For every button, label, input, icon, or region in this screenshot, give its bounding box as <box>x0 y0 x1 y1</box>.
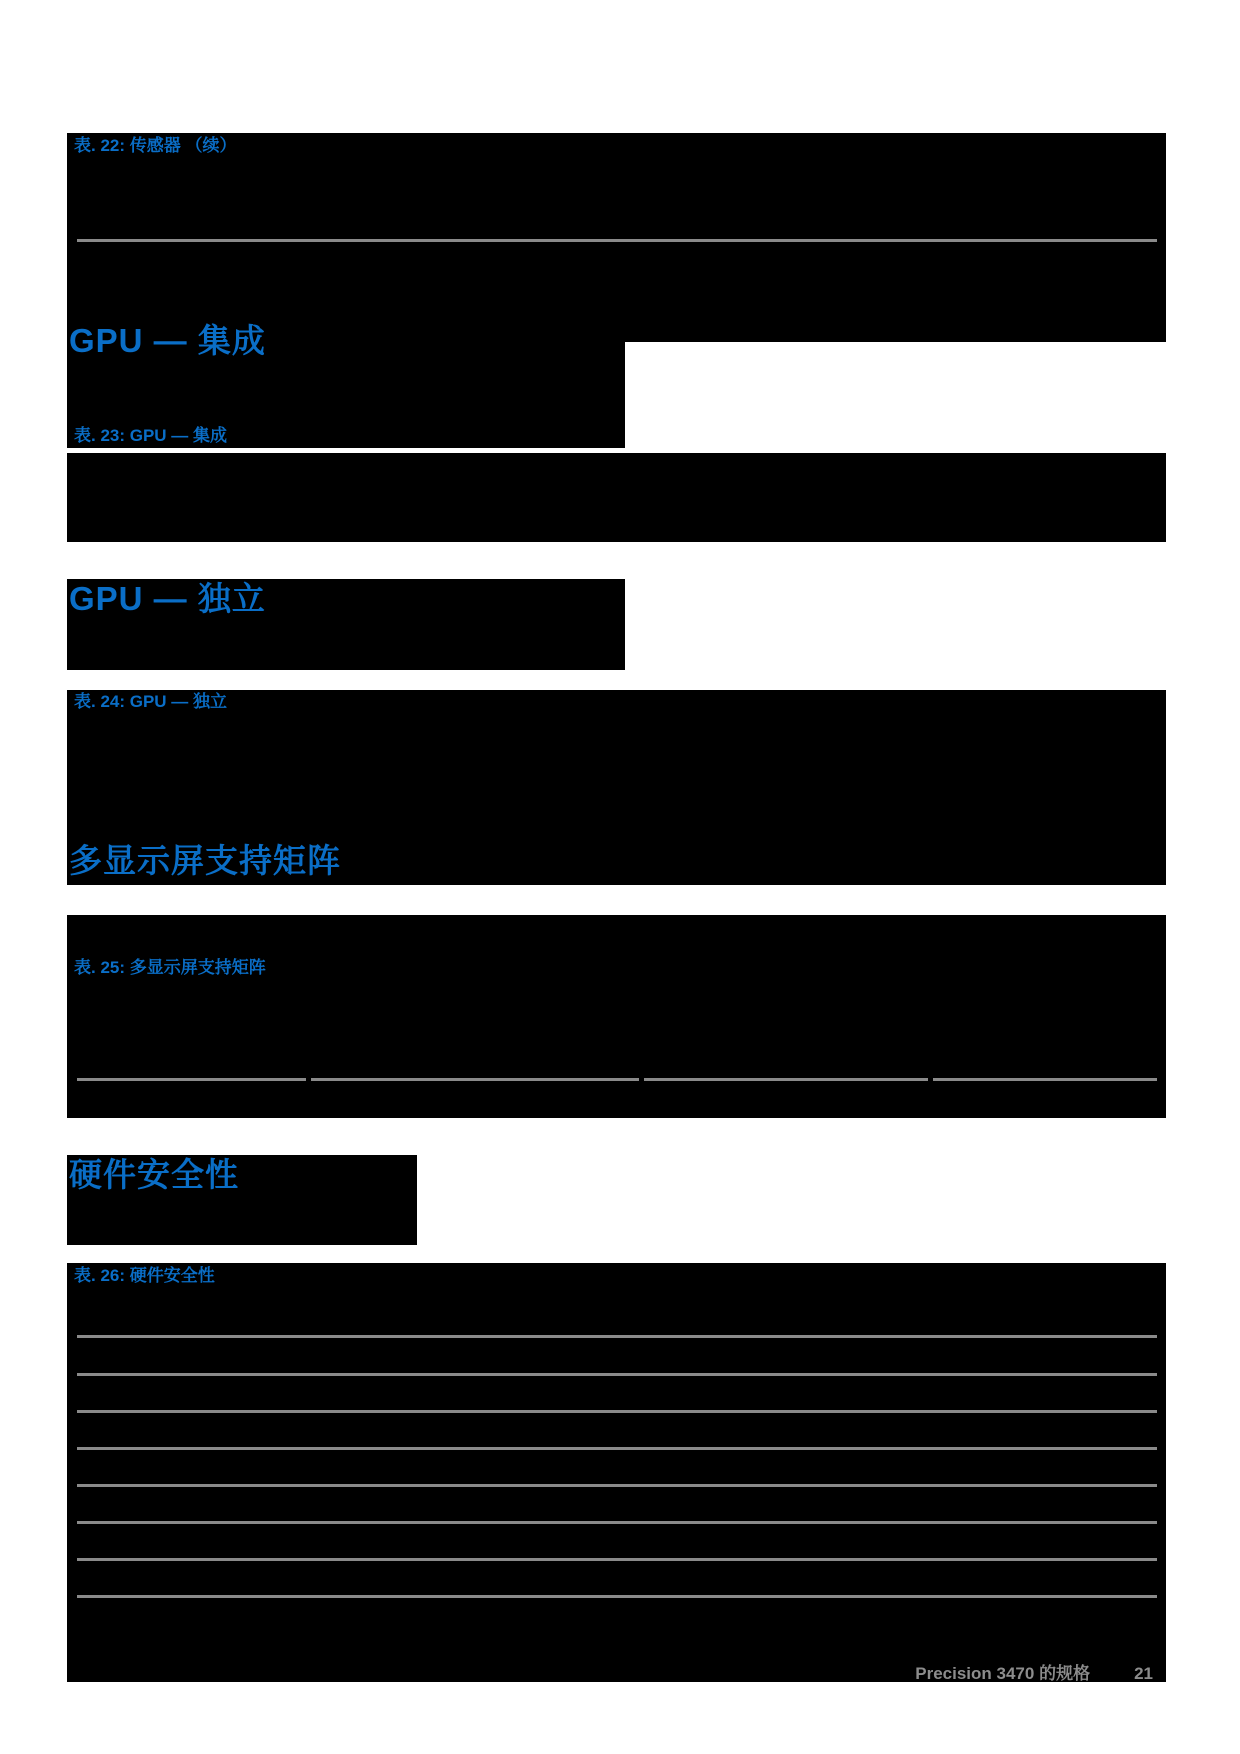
section-heading-gpu-discrete: GPU — 独立 <box>69 580 266 617</box>
table-row-divider <box>77 1595 1157 1598</box>
table-row-divider <box>77 1373 1157 1376</box>
table-22-caption: 表. 22: 传感器 （续） <box>74 136 237 155</box>
redacted-table-22 <box>67 133 1166 342</box>
table-row-divider <box>77 1447 1157 1450</box>
table-25-caption: 表. 25: 多显示屏支持矩阵 <box>74 958 266 977</box>
table-row-divider <box>77 239 1157 242</box>
redacted-table-25 <box>67 915 1166 1118</box>
redacted-table-26 <box>67 1263 1166 1682</box>
table-row-divider <box>77 1335 1157 1338</box>
table-column-divider <box>311 1078 639 1081</box>
section-heading-multi-display: 多显示屏支持矩阵 <box>69 842 341 879</box>
page-footer <box>67 1659 1157 1684</box>
table-row-divider <box>77 1521 1157 1524</box>
section-heading-hardware-security: 硬件安全性 <box>69 1156 239 1193</box>
footer-page-number: 21 <box>1134 1664 1153 1683</box>
table-24-caption: 表. 24: GPU — 独立 <box>74 692 228 711</box>
section-heading-gpu-integrated: GPU — 集成 <box>69 322 266 359</box>
table-column-divider <box>77 1078 306 1081</box>
redacted-table-23 <box>67 453 1166 542</box>
table-26-caption: 表. 26: 硬件安全性 <box>74 1266 215 1285</box>
footer-doc-title: Precision 3470 的规格 <box>915 1664 1091 1683</box>
table-row-divider <box>77 1558 1157 1561</box>
table-23-caption: 表. 23: GPU — 集成 <box>74 426 228 445</box>
table-column-divider <box>644 1078 928 1081</box>
table-column-divider <box>933 1078 1157 1081</box>
table-row-divider <box>77 1484 1157 1487</box>
table-row-divider <box>77 1410 1157 1413</box>
